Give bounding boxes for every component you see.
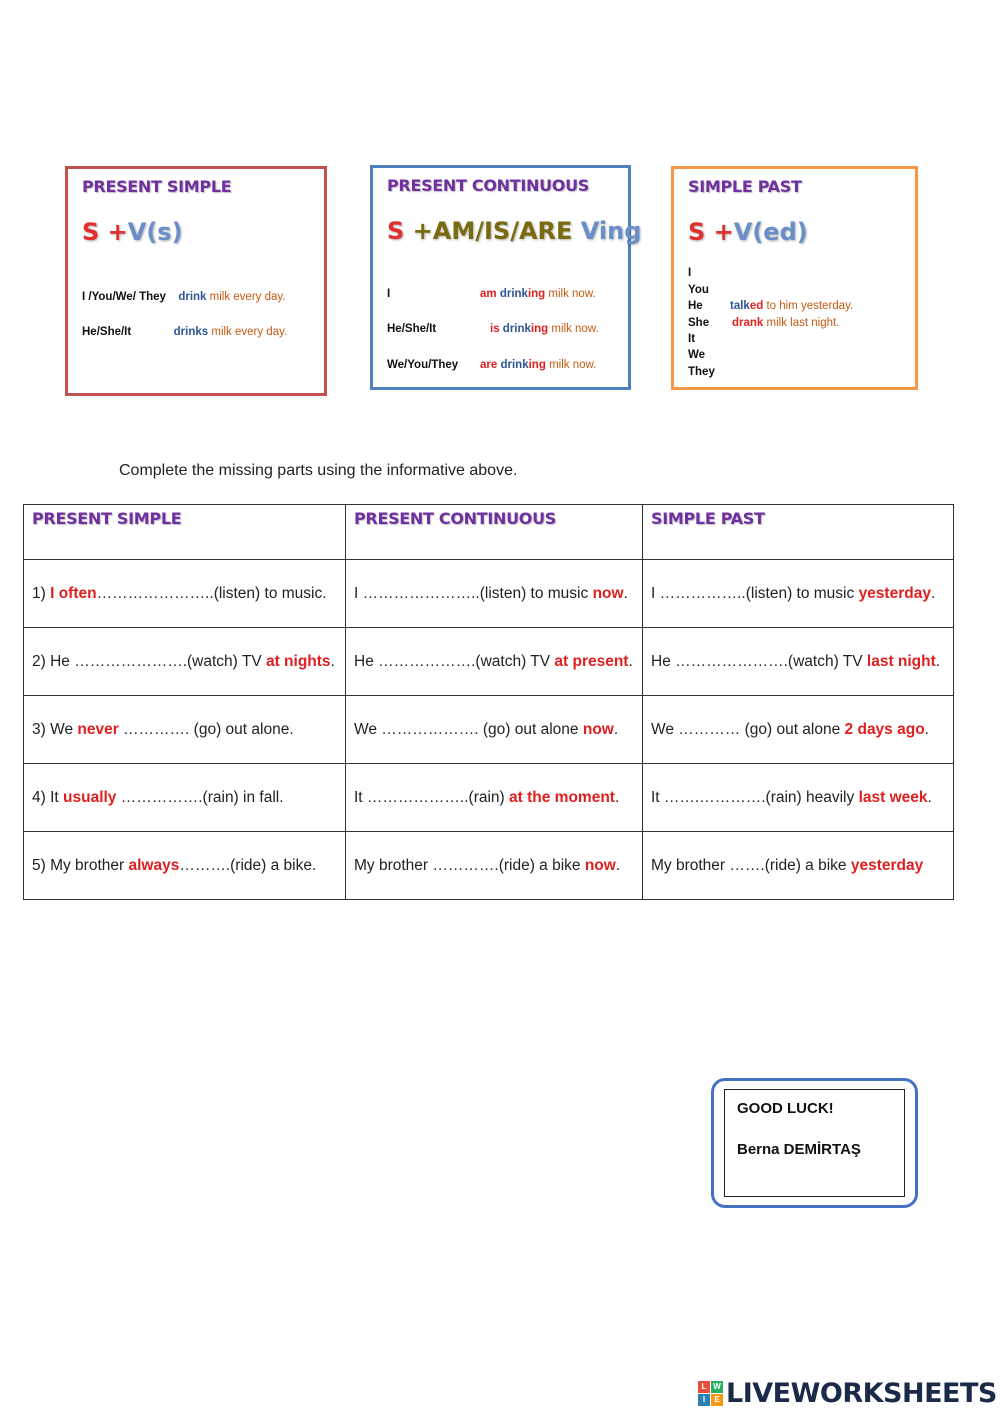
table-cell[interactable]: He ………………….(watch) TV last night.: [643, 628, 954, 696]
example-subject: We/You/They: [387, 359, 459, 371]
table-header-row: [24, 505, 954, 560]
good-luck-inner: [724, 1089, 905, 1197]
good-luck-box: [711, 1078, 918, 1208]
present-simple-box: [65, 166, 327, 396]
author-name: Berna DEMİRTAŞ: [737, 1141, 861, 1158]
example-subject: I: [387, 288, 391, 300]
table-row: [24, 696, 954, 764]
table-cell[interactable]: 5) My brother always……….(ride) a bike.: [24, 832, 346, 900]
liveworksheets-wordmark: LIVEWORKSHEETS: [726, 1377, 997, 1409]
table-cell[interactable]: 4) It usually …………….(rain) in fall.: [24, 764, 346, 832]
table-row: [24, 764, 954, 832]
exercise-table: [23, 504, 954, 900]
example-line: is drinking milk now.: [490, 323, 599, 335]
box-title: SIMPLE PAST: [688, 177, 802, 196]
table-header: SIMPLE PAST: [643, 505, 954, 560]
table-row: [24, 628, 954, 696]
good-luck-text: GOOD LUCK!: [737, 1100, 834, 1117]
formula: S +AM/IS/ARE Ving: [387, 217, 642, 245]
example-line: talked to him yesterday.: [730, 300, 854, 312]
subject-it: It: [688, 333, 696, 345]
table-row: [24, 560, 954, 628]
instruction-text: Complete the missing parts using the informative above.: [119, 462, 518, 479]
table-cell[interactable]: I ……………..(listen) to music yesterday.: [643, 560, 954, 628]
table-cell[interactable]: It ………………..(rain) at the moment.: [346, 764, 643, 832]
table-row: [24, 832, 954, 900]
table-cell[interactable]: My brother ………….(ride) a bike now.: [346, 832, 643, 900]
table-cell[interactable]: I …………………..(listen) to music now.: [346, 560, 643, 628]
formula: S +V(s): [82, 218, 183, 246]
table-cell[interactable]: 1) I often…………………..(listen) to music.: [24, 560, 346, 628]
table-cell[interactable]: We ………………. (go) out alone now.: [346, 696, 643, 764]
formula: S +V(ed): [688, 218, 808, 246]
table-cell[interactable]: 2) He ………………….(watch) TV at nights.: [24, 628, 346, 696]
example-line: I /You/We/ They drink milk every day.: [82, 291, 286, 303]
liveworksheets-brand[interactable]: [698, 1377, 997, 1409]
table-cell[interactable]: He ……………….(watch) TV at present.: [346, 628, 643, 696]
simple-past-box: [671, 166, 918, 390]
table-cell[interactable]: 3) We never …………. (go) out alone.: [24, 696, 346, 764]
subject-we: We: [688, 349, 706, 361]
subject-he: He: [688, 300, 703, 312]
table-header: PRESENT SIMPLE: [24, 505, 346, 560]
subject-i: I: [688, 267, 692, 279]
table-header: PRESENT CONTINUOUS: [346, 505, 643, 560]
table-cell[interactable]: We ………… (go) out alone 2 days ago.: [643, 696, 954, 764]
box-title: PRESENT CONTINUOUS: [387, 176, 590, 195]
example-line: He/She/It drinks milk every day.: [82, 326, 288, 338]
table-cell[interactable]: It …….………….(rain) heavily last week.: [643, 764, 954, 832]
subject-they: They: [688, 366, 715, 378]
table-cell[interactable]: My brother …….(ride) a bike yesterday: [643, 832, 954, 900]
liveworksheets-logo-icon: L W I E: [698, 1381, 723, 1406]
present-continuous-box: [370, 165, 642, 390]
subject-she: She: [688, 317, 710, 329]
box-title: PRESENT SIMPLE: [82, 177, 232, 196]
subject-you: You: [688, 284, 709, 296]
example-subject: He/She/It: [387, 323, 437, 335]
example-line: am drinking milk now.: [480, 288, 596, 300]
example-line: are drinking milk now.: [480, 359, 597, 371]
example-line: drank milk last night.: [732, 317, 840, 329]
